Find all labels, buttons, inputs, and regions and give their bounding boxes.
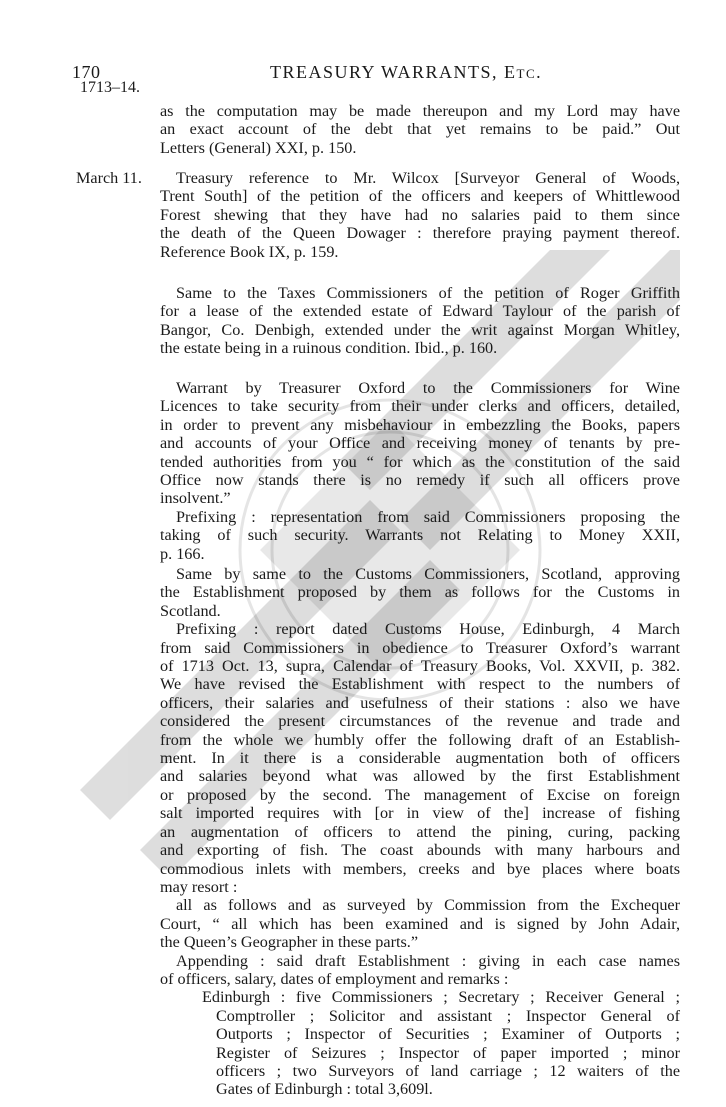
entry-line: Warrant by Treasurer Oxford to the Commissioners for Wine — [176, 379, 680, 397]
entry-line: Register of Seizures ; Inspector of paper imported ; minor — [216, 1043, 680, 1062]
entry-line: p. 166. — [160, 544, 205, 563]
entry-line: considered the present circumstances of the revenue and trade and — [160, 712, 680, 731]
entry-line: and exporting of fish. The coast abounds with many harbours and — [160, 841, 680, 860]
entry-treasury-reference — [160, 169, 680, 261]
entry-line: taking of such security. Warrants not Relating to Money XXII, — [160, 526, 680, 545]
entry-line: Reference Book IX, p. 159. — [160, 242, 339, 261]
entry-line: Bangor, Co. Denbigh, extended under the writ against Morgan Whitley, — [160, 320, 680, 339]
entry-line: Outports ; Inspector of Securities ; Examiner of Outports ; — [216, 1025, 680, 1044]
entry-line: Office now stands there is no remedy if such all officers prove — [160, 471, 680, 490]
entry-line: tended authorities from you “ for which as the constitution of the said — [160, 452, 680, 471]
entry-line: the Queen’s Geographer in these parts.” — [160, 933, 419, 952]
entry-line: from said Commissioners in obedience to Treasurer Oxford’s warrant — [160, 638, 680, 657]
entry-line: Letters (General) XXI, p. 150. — [160, 138, 357, 157]
entry-line: ment. In it there is a considerable augmentation both of officers — [160, 749, 680, 768]
entry-line: Scotland. — [160, 601, 221, 620]
entry-line: of 1713 Oct. 13, supra, Calendar of Treasury Books, Vol. XXVII, p. 382. — [160, 657, 680, 676]
entry-line: Licences to take security from their under clerks and officers, detailed, — [160, 397, 680, 416]
entry-line: may resort : — [160, 877, 238, 896]
entry-line: Comptroller ; Solicitor and assistant ; Inspector General of — [216, 1006, 680, 1025]
entry-date: March 11. — [76, 169, 142, 187]
entry-wine-licences — [160, 379, 680, 563]
entry-line: Prefixing : representation from said Commissioners proposing the — [176, 507, 680, 526]
running-title: TREASURY WARRANTS, Etc. — [270, 62, 543, 82]
entry-line: We have revised the Establishment with respect to the numbers of — [160, 675, 680, 694]
entry-line: insolvent.” — [160, 489, 231, 508]
entry-line: the Establishment proposed by them as follows for the Customs in — [160, 583, 680, 602]
entry-line: an exact account of the debt that yet remains to be paid.” Out — [160, 120, 680, 139]
entry-line: for a lease of the extended estate of Edward Taylour of the parish of — [160, 302, 680, 321]
entry-line: and salaries beyond what was allowed by the first Establishment — [160, 767, 680, 786]
entry-line: as the computation may be made thereupon and my Lord may have — [160, 102, 680, 120]
entry-line: of officers, salary, dates of employment and remarks : — [160, 969, 509, 988]
entry-line: commodious inlets with members, creeks and bye places where boats — [160, 859, 680, 878]
entry-line: Gates of Edinburgh : total 3,609l. — [216, 1080, 433, 1099]
entry-line: salt imported requires with [or in view of the] increase of fishing — [160, 804, 680, 823]
entry-customs-scotland — [160, 565, 680, 1099]
entry-line: Edinburgh : five Commissioners ; Secretary ; Receiver General ; — [202, 988, 680, 1007]
entry-line: from the whole we humbly offer the following draft of an Establish- — [160, 730, 680, 749]
entry-line: the estate being in a ruinous condition. Ibid., p. 160. — [160, 339, 498, 358]
entry-taxes-commissioners — [160, 284, 680, 358]
page-number: 170 — [72, 62, 101, 82]
entry-line: Forest shewing that they have had no salaries paid to them since — [160, 205, 680, 224]
entry-line: officers ; two Surveyors of land carriage ; 12 waiters of the — [216, 1061, 680, 1080]
entry-line: and accounts of your Office and receiving money of tenants by pre- — [160, 434, 680, 453]
entry-line: Treasury reference to Mr. Wilcox [Surveyor General of Woods, — [176, 169, 680, 187]
entry-line: Same by same to the Customs Commissioners, Scotland, approving — [176, 565, 680, 583]
entry-line: in order to prevent any misbehaviour in embezzling the Books, papers — [160, 415, 680, 434]
entry-line: Trent South] of the petition of the officers and keepers of Whittlewood — [160, 187, 680, 206]
entry-line: officers, their salaries and usefulness of their stations : also we have — [160, 693, 680, 712]
entry-line: an augmentation of officers to attend the pining, curing, packing — [160, 822, 680, 841]
entry-line: Prefixing : report dated Customs House, Edinburgh, 4 March — [176, 620, 680, 639]
page-year: 1713–14. — [80, 79, 140, 96]
entry-line: the death of the Queen Dowager : therefore praying payment thereof. — [160, 224, 680, 243]
entry-line: all as follows and as surveyed by Commission from the Exchequer — [176, 896, 680, 915]
entry-line: Same to the Taxes Commissioners of the petition of Roger Griffith — [176, 284, 680, 302]
entry-line: or proposed by the second. The management of Excise on foreign — [160, 785, 680, 804]
entry-line: Appending : said draft Establishment : giving in each case names — [176, 951, 680, 970]
entry-continuation — [160, 102, 680, 157]
entry-line: Court, “ all which has been examined and is signed by John Adair, — [160, 914, 680, 933]
